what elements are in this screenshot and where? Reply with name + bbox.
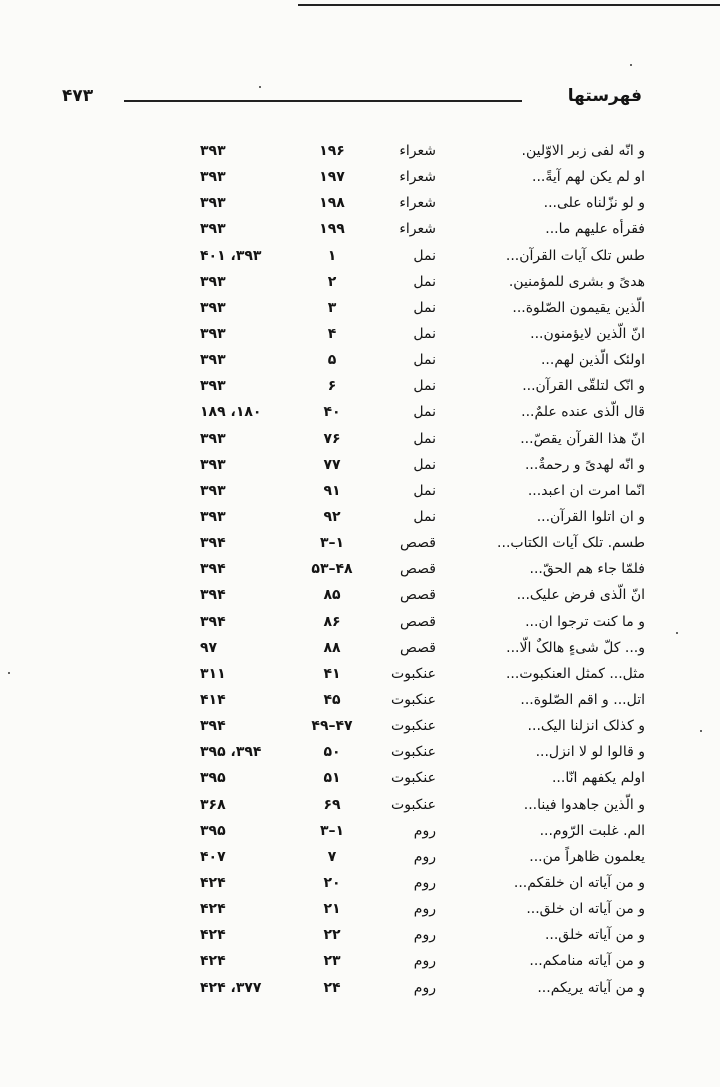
index-row <box>200 192 645 218</box>
verse-number: ۵۰ <box>323 744 341 761</box>
page-number: ۴۷۳ <box>62 86 94 106</box>
index-row <box>200 558 645 584</box>
verse-number: ۹۱ <box>323 482 341 499</box>
index-row <box>200 663 645 689</box>
verse-number: ۲ <box>327 273 337 290</box>
surah-name: عنکبوت <box>391 744 436 761</box>
page-reference: ۱۸۰، ۱۸۹ <box>200 404 262 421</box>
page-reference: ۴۰۷ <box>200 848 226 865</box>
verse-number: ۱–۳ <box>319 822 345 839</box>
verse-text: و لو نزّلناه علی... <box>543 195 645 212</box>
verse-number: ۹۲ <box>323 508 341 525</box>
verse-text: انّ الّذی فرض علیک... <box>516 587 645 604</box>
index-row <box>200 794 645 820</box>
verse-number: ۱–۳ <box>319 535 345 552</box>
top-border-rule <box>298 4 720 6</box>
verse-number: ۴ <box>327 325 337 342</box>
surah-name: نمل <box>413 404 436 421</box>
surah-name: شعراء <box>399 195 436 212</box>
verse-number: ۷ <box>327 848 337 865</box>
page-reference: ۳۹۳ <box>200 325 226 342</box>
verse-number: ۵۱ <box>323 770 341 787</box>
index-row <box>200 584 645 610</box>
index-row <box>200 924 645 950</box>
surah-name: نمل <box>413 378 436 395</box>
surah-name: روم <box>413 848 436 865</box>
verse-number: ۶ <box>327 378 337 395</box>
page-reference: ۳۹۳ <box>200 195 226 212</box>
surah-name: نمل <box>413 508 436 525</box>
print-speck <box>259 86 261 88</box>
surah-name: روم <box>413 822 436 839</box>
verse-text: قال الّذی عنده علمٌ... <box>521 404 645 421</box>
page-reference: ۳۹۳ <box>200 352 226 369</box>
verse-number: ۷۷ <box>323 456 341 473</box>
page-reference: ۳۹۳ <box>200 143 226 159</box>
verse-text: اولئک الّذین لهم... <box>540 352 645 369</box>
index-row <box>200 454 645 480</box>
page-reference: ۳۹۴ <box>200 718 226 735</box>
index-row <box>200 506 645 532</box>
verse-text: اتل... و اقم الصّلوة... <box>520 691 645 708</box>
verse-text: اولم یکفهم انّا... <box>551 770 645 787</box>
verse-text: انّما امرت ان اعبد... <box>527 482 645 499</box>
page-reference: ۳۱۱ <box>200 665 226 682</box>
index-row <box>200 715 645 741</box>
verse-text: مثل... کمثل العنکبوت... <box>505 665 645 682</box>
verse-text: و ان اتلوا القرآن... <box>536 508 645 525</box>
index-row <box>200 637 645 663</box>
verse-text: او لم یکن لهم آیةً... <box>532 169 645 186</box>
surah-name: شعراء <box>399 221 436 238</box>
index-table <box>200 140 645 1003</box>
index-row <box>200 428 645 454</box>
surah-name: روم <box>413 953 436 970</box>
surah-name: نمل <box>413 273 436 290</box>
index-row <box>200 218 645 244</box>
surah-name: عنکبوت <box>391 718 436 735</box>
verse-number: ۸۵ <box>323 587 341 604</box>
verse-text: یعلمون ظاهراً من... <box>529 848 645 865</box>
surah-name: نمل <box>413 299 436 316</box>
surah-name: نمل <box>413 430 436 447</box>
verse-text: و انّک لتلقّی القرآن... <box>522 378 645 395</box>
verse-number: ۲۰ <box>323 874 341 891</box>
verse-text: طسم. تلک آیات الکتاب... <box>497 535 645 552</box>
page-reference: ۳۷۷، ۴۲۴ <box>200 979 262 996</box>
surah-name: شعراء <box>399 169 436 186</box>
index-row <box>200 820 645 846</box>
verse-number: ۲۴ <box>323 979 341 996</box>
page-header <box>62 86 642 116</box>
surah-name: شعراء <box>399 143 436 159</box>
surah-name: قصص <box>400 535 436 552</box>
index-row <box>200 741 645 767</box>
surah-name: نمل <box>413 456 436 473</box>
verse-number: ۸۸ <box>323 639 341 656</box>
verse-text: انّ هذا القرآن یقصّ... <box>520 430 645 447</box>
index-row <box>200 611 645 637</box>
surah-name: قصص <box>400 587 436 604</box>
page-reference: ۳۹۴، ۳۹۵ <box>200 744 262 761</box>
verse-text: و ما کنت ترجوا ان... <box>525 613 645 630</box>
verse-number: ۱۹۸ <box>319 195 345 212</box>
verse-text: و... کلّ شیءٍ هالکٌ الّا... <box>506 639 645 656</box>
page-reference: ۳۹۴ <box>200 613 226 630</box>
index-row <box>200 375 645 401</box>
index-row <box>200 977 645 1003</box>
verse-number: ۱۹۹ <box>319 221 345 238</box>
index-row <box>200 166 645 192</box>
page-reference: ۴۲۴ <box>200 927 226 944</box>
page-reference: ۳۹۵ <box>200 822 226 839</box>
surah-name: عنکبوت <box>391 691 436 708</box>
index-row <box>200 271 645 297</box>
index-row <box>200 898 645 924</box>
index-row <box>200 297 645 323</box>
print-speck <box>630 64 632 66</box>
page-reference: ۳۹۳ <box>200 482 226 499</box>
page-reference: ۴۱۴ <box>200 691 226 708</box>
running-title: فهرستها <box>567 86 642 106</box>
index-row <box>200 480 645 506</box>
verse-text: و من آیاته ان خلقکم... <box>513 874 645 891</box>
page-reference: ۳۹۳ <box>200 508 226 525</box>
verse-number: ۸۶ <box>323 613 341 630</box>
verse-number: ۴۱ <box>323 665 341 682</box>
page-reference: ۳۹۳، ۴۰۱ <box>200 247 262 264</box>
verse-text: و من آیاته ان خلق... <box>526 901 645 918</box>
verse-text: و انّه لهدیً و رحمةٌ... <box>524 456 645 473</box>
verse-text: و من آیاته خلق... <box>544 927 645 944</box>
verse-text: الم. غلبت الرّوم... <box>539 822 645 839</box>
page-reference: ۴۲۴ <box>200 953 226 970</box>
verse-text: فقرأه علیهم ما... <box>545 221 645 238</box>
page-reference: ۳۹۳ <box>200 169 226 186</box>
surah-name: روم <box>413 927 436 944</box>
verse-text: و الّذین جاهدوا فینا... <box>523 796 645 813</box>
index-row <box>200 689 645 715</box>
header-rule <box>124 100 522 102</box>
verse-text: و انّه لفی زبر الاوّلین. <box>521 143 645 159</box>
surah-name: قصص <box>400 613 436 630</box>
page-reference: ۳۹۴ <box>200 561 226 578</box>
page-reference: ۳۹۳ <box>200 456 226 473</box>
index-row <box>200 532 645 558</box>
index-row <box>200 323 645 349</box>
verse-number: ۴۸–۵۳ <box>311 561 353 578</box>
page-reference: ۳۹۵ <box>200 770 226 787</box>
verse-text: و من آیاته منامکم... <box>529 953 645 970</box>
page-reference: ۳۹۴ <box>200 587 226 604</box>
index-row <box>200 767 645 793</box>
verse-text: و قالوا لو لا انزل... <box>535 744 645 761</box>
print-speck <box>8 672 10 674</box>
page-reference: ۴۲۴ <box>200 874 226 891</box>
verse-number: ۲۱ <box>323 901 341 918</box>
page-reference: ۳۹۳ <box>200 299 226 316</box>
page-reference: ۳۶۸ <box>200 796 226 813</box>
verse-number: ۲۲ <box>323 927 341 944</box>
page-reference: ۳۹۳ <box>200 221 226 238</box>
verse-text: و من آیاته یریکم... <box>537 979 645 996</box>
verse-text: و کذلک انزلنا الیک... <box>527 718 645 735</box>
verse-text: طس تلک آیات القرآن... <box>505 247 645 264</box>
verse-number: ۷۶ <box>323 430 341 447</box>
index-row <box>200 950 645 976</box>
page-reference: ۴۲۴ <box>200 901 226 918</box>
surah-name: روم <box>413 874 436 891</box>
surah-name: قصص <box>400 639 436 656</box>
surah-name: نمل <box>413 325 436 342</box>
index-row <box>200 846 645 872</box>
page-reference: ۳۹۳ <box>200 378 226 395</box>
surah-name: نمل <box>413 482 436 499</box>
surah-name: نمل <box>413 352 436 369</box>
surah-name: نمل <box>413 247 436 264</box>
index-row <box>200 872 645 898</box>
surah-name: عنکبوت <box>391 665 436 682</box>
surah-name: روم <box>413 979 436 996</box>
index-row <box>200 140 645 166</box>
index-row <box>200 401 645 427</box>
page-reference: ۳۹۳ <box>200 430 226 447</box>
verse-text: فلمّا جاء هم الحقّ... <box>529 561 645 578</box>
page-reference: ۳۹۴ <box>200 535 226 552</box>
surah-name: روم <box>413 901 436 918</box>
surah-name: عنکبوت <box>391 770 436 787</box>
verse-number: ۳ <box>327 299 337 316</box>
verse-number: ۴۰ <box>323 404 341 421</box>
surah-name: عنکبوت <box>391 796 436 813</box>
index-row <box>200 349 645 375</box>
print-speck <box>700 730 702 732</box>
verse-text: الّذین یقیمون الصّلوة... <box>512 299 645 316</box>
verse-number: ۱۹۷ <box>319 169 345 186</box>
verse-number: ۱ <box>327 247 337 264</box>
verse-number: ۱۹۶ <box>319 143 345 159</box>
page-reference: ۳۹۳ <box>200 273 226 290</box>
verse-number: ۴۵ <box>323 691 341 708</box>
verse-number: ۴۷–۴۹ <box>311 718 353 735</box>
verse-number: ۵ <box>327 352 337 369</box>
print-speck <box>676 632 678 634</box>
verse-number: ۲۳ <box>323 953 341 970</box>
verse-number: ۶۹ <box>323 796 341 813</box>
index-row <box>200 245 645 271</box>
page-reference: ۹۷ <box>200 639 218 656</box>
verse-text: هدیً و بشری للمؤمنین. <box>508 273 645 290</box>
surah-name: قصص <box>400 561 436 578</box>
verse-text: انّ الّذین لایؤمنون... <box>530 325 645 342</box>
